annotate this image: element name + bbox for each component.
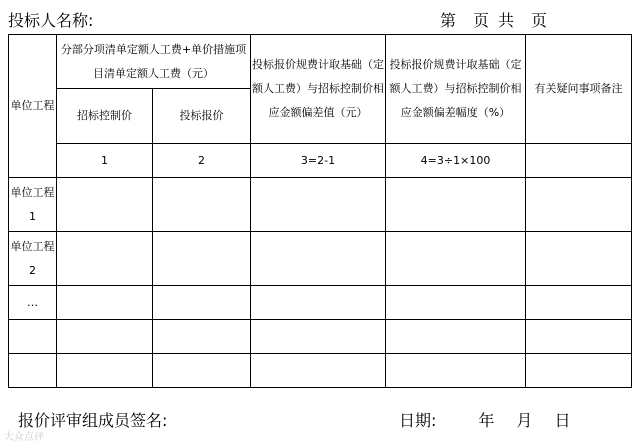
data-cell [153, 178, 251, 232]
formula-cell: 4=3÷1×100 [386, 144, 526, 178]
date-day: 日 [554, 411, 571, 430]
data-cell [386, 320, 526, 354]
data-cell [526, 354, 632, 388]
data-cell [57, 178, 153, 232]
data-cell [526, 178, 632, 232]
page-ye-1: 页 [473, 11, 491, 30]
data-cell [153, 354, 251, 388]
data-cell [386, 286, 526, 320]
row-label: 单位工程 1 [9, 178, 57, 232]
data-cell [251, 178, 386, 232]
formula-cell: 3=2-1 [251, 144, 386, 178]
data-cell [386, 354, 526, 388]
deviation-table [8, 34, 632, 388]
page-gong: 共 [498, 11, 516, 30]
data-cell [251, 354, 386, 388]
data-cell [386, 178, 526, 232]
header-control-price: 招标控制价 [57, 89, 153, 144]
page-di: 第 [440, 11, 458, 30]
data-cell [153, 232, 251, 286]
data-cell [386, 232, 526, 286]
data-cell [57, 232, 153, 286]
bidder-name-label: 投标人名称: [8, 11, 94, 30]
date-year: 年 [478, 411, 495, 430]
data-cell [526, 320, 632, 354]
formula-cell [526, 144, 632, 178]
header-bid-price: 投标报价 [153, 89, 251, 144]
row-label: … [9, 286, 57, 320]
data-cell [526, 232, 632, 286]
header-labor-cost-group: 分部分项清单定额人工费+单价措施项目清单定额人工费（元） [57, 35, 251, 89]
header-remarks: 有关疑问事项备注 [526, 35, 632, 144]
formula-cell: 1 [57, 144, 153, 178]
data-cell [57, 286, 153, 320]
data-cell [251, 232, 386, 286]
header-deviation-value: 投标报价规费计取基础（定额人工费）与招标控制价相应金额偏差值（元） [251, 35, 386, 144]
data-cell [153, 320, 251, 354]
data-cell [251, 320, 386, 354]
date-month: 月 [516, 411, 533, 430]
date-line [399, 408, 570, 431]
date-label: 日期: [399, 411, 437, 430]
data-cell [251, 286, 386, 320]
data-cell [526, 286, 632, 320]
row-label: 单位工程 2 [9, 232, 57, 286]
formula-cell: 2 [153, 144, 251, 178]
watermark: 大众点评 [4, 432, 44, 443]
data-cell [57, 320, 153, 354]
header-unit-project: 单位工程 [9, 35, 57, 178]
row-label [9, 354, 57, 388]
data-cell [57, 354, 153, 388]
data-cell [153, 286, 251, 320]
page-number-line [440, 8, 548, 31]
row-label [9, 320, 57, 354]
header-deviation-rate: 投标报价规费计取基础（定额人工费）与招标控制价相应金额偏差幅度（%） [386, 35, 526, 144]
page-ye-2: 页 [531, 11, 549, 30]
signature-label: 报价评审组成员签名: [18, 411, 168, 430]
